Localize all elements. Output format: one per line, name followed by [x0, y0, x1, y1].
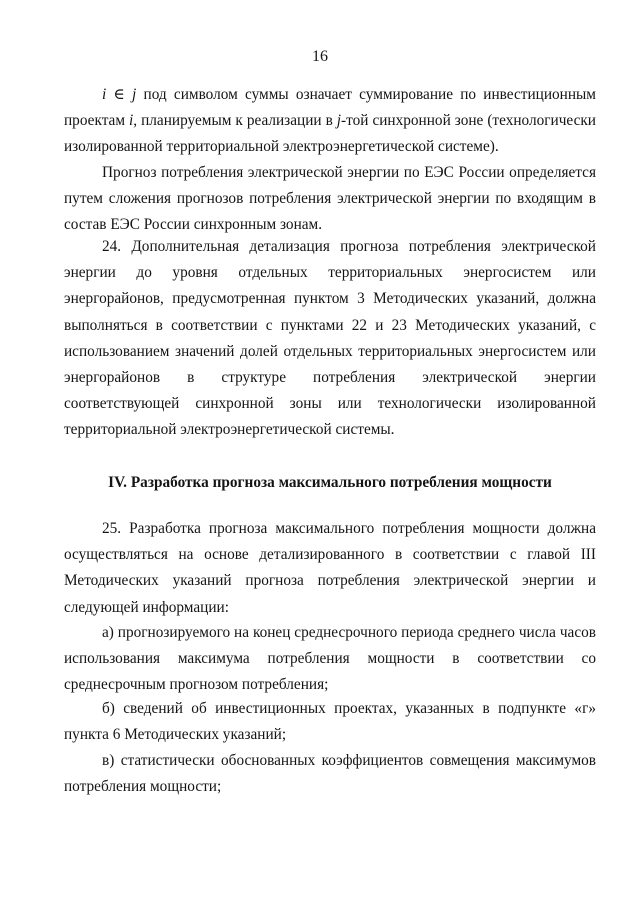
paragraph-summation-note — [64, 82, 596, 161]
summation-note-text-b: , планируемым к реализации в — [133, 112, 337, 130]
summation-note-text-a: под символом суммы означает суммирование по инвестиционным проектам — [64, 86, 596, 130]
summation-note-text-c: -той синхронной зоне (технологически изолированной территориальной электроэнергетической системе). — [64, 112, 596, 156]
symbol-j: j — [336, 112, 342, 130]
list-item-b: б) сведений об инвестиционных проектах, указанных в подпункте «г» пункта 6 Методических указаний; — [64, 700, 596, 744]
paragraph-24: 24. Дополнительная детализация прогноза потребления электрической энергии до уровня отдельных территориальных энергосистем или энергорайонов, предусмотренная пунктом 3 Методических указаний, должна выполняться в соответствии с пунктами 22 и 23 Методических указаний, с использованием значений долей отдельных территориальных энергосистем или энергорайонов в структуре потребления электрической энергии соответствующей синхронной зоны или технологически изолированной территориальной электроэнергетической системы. — [64, 238, 596, 439]
page-number: 16 — [312, 48, 328, 65]
summation-symbol: i ∈ j — [102, 86, 137, 103]
paragraph-ues-forecast: Прогноз потребления электрической энергии по ЕЭС России определяется путем сложения прогнозов потребления электрической энергии по входящим в состав ЕЭС России синхронным зонам. — [64, 164, 596, 234]
section-heading-iv: IV. Разработка прогноза максимального потребления мощности — [108, 474, 552, 491]
paragraph-25: 25. Разработка прогноза максимального потребления мощности должна осуществляться на основе детализированного в соответствии с главой III Методических указаний прогноза потребления электрической энергии и следующей информации: — [64, 520, 596, 616]
symbol-i: i — [129, 112, 134, 130]
list-item-v: в) статистически обоснованных коэффициентов совмещения максимумов потребления мощности; — [64, 752, 596, 796]
list-item-a: а) прогнозируемого на конец среднесрочного периода среднего числа часов использования максимума потребления мощности в соответствии со среднесрочным прогнозом потребления; — [64, 624, 596, 694]
